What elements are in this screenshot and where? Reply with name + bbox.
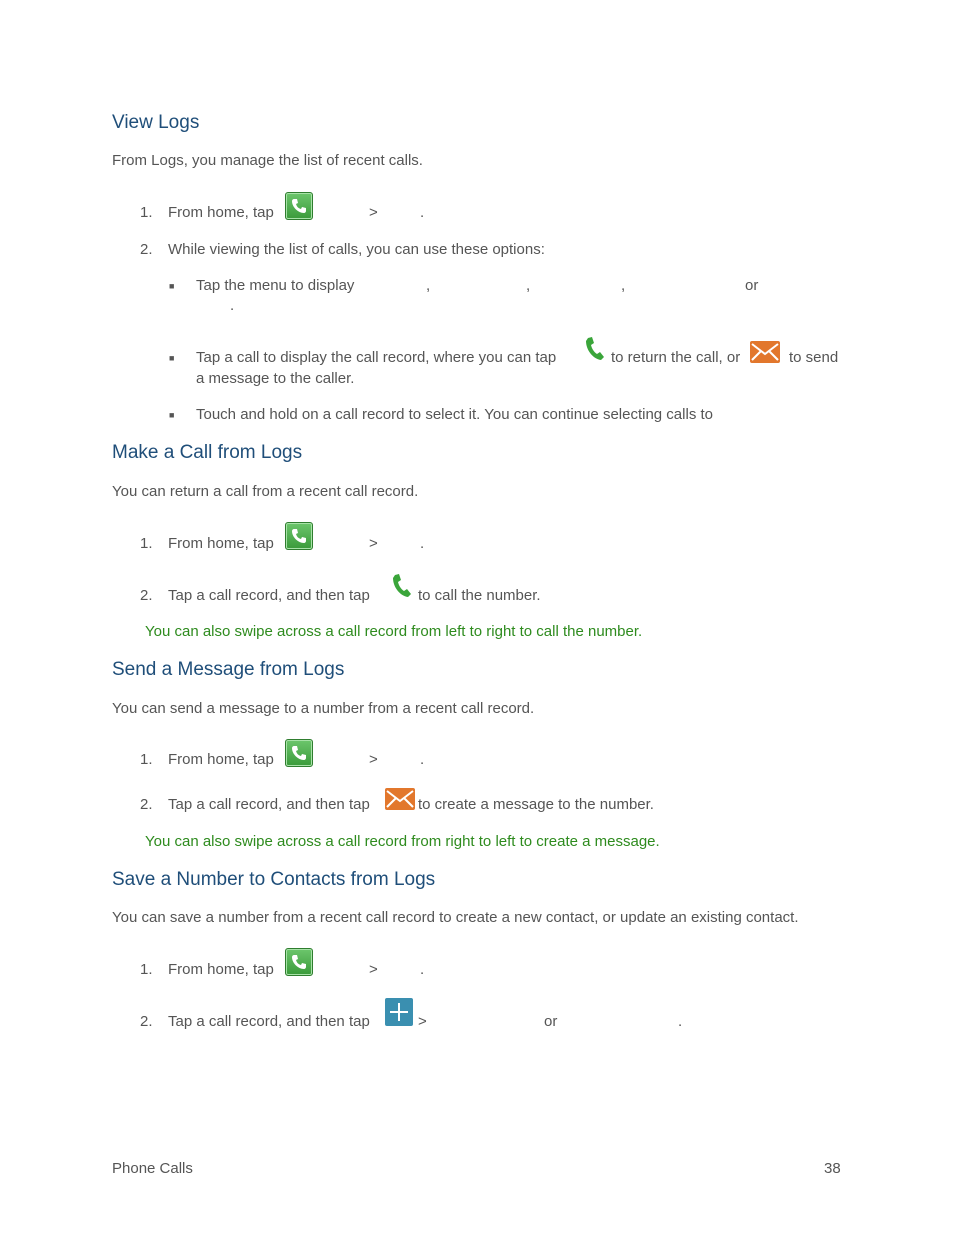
step-text: From home, tap <box>168 751 274 768</box>
bullet-text: to send <box>789 349 839 366</box>
heading-view-logs: View Logs <box>112 112 200 133</box>
message-icon <box>750 341 780 363</box>
step-text: Tap a call record, and then tap <box>168 1013 370 1030</box>
heading-send-message: Send a Message from Logs <box>112 659 345 680</box>
step-number: 1. <box>140 535 153 552</box>
bullet-marker: ■ <box>169 281 175 291</box>
step-number: 1. <box>140 751 153 768</box>
save-number-intro: You can save a number from a recent call record to create a new contact, or update an existing contact. <box>112 909 799 926</box>
step-number: 2. <box>140 241 153 258</box>
step-end: . <box>678 1013 683 1030</box>
phone-app-icon <box>285 739 313 767</box>
phone-app-icon <box>285 192 313 220</box>
step-separator: > <box>369 751 378 768</box>
step-end: . <box>420 751 425 768</box>
bullet-comma: , <box>426 277 431 294</box>
step-text: Tap a call record, and then tap <box>168 587 370 604</box>
step-text: Tap a call record, and then tap <box>168 796 370 813</box>
phone-app-icon <box>285 522 313 550</box>
bullet-end: . <box>230 297 235 314</box>
footer-section-title: Phone Calls <box>112 1160 193 1177</box>
call-icon <box>583 336 605 362</box>
step-number: 1. <box>140 204 153 221</box>
step-number: 2. <box>140 1013 153 1030</box>
bullet-text: Touch and hold on a call record to select it. You can continue selecting calls to <box>196 406 713 423</box>
bullet-text: to return the call, or <box>611 349 741 366</box>
step-separator: > <box>418 1013 427 1030</box>
bullet-text: Tap the menu to display <box>196 277 355 294</box>
tip-note: You can also swipe across a call record from left to right to call the number. <box>145 623 643 640</box>
step-separator: > <box>369 961 378 978</box>
step-end: . <box>420 961 425 978</box>
step-or: or <box>544 1013 558 1030</box>
step-separator: > <box>369 535 378 552</box>
bullet-text: a message to the caller. <box>196 370 355 387</box>
make-call-intro: You can return a call from a recent call record. <box>112 483 419 500</box>
step-text: While viewing the list of calls, you can use these options: <box>168 241 545 258</box>
bullet-comma: , <box>526 277 531 294</box>
footer-page-number: 38 <box>824 1160 841 1177</box>
step-separator: > <box>369 204 378 221</box>
bullet-comma: , <box>621 277 626 294</box>
tip-note: You can also swipe across a call record from right to left to create a message. <box>145 833 660 850</box>
step-text: From home, tap <box>168 961 274 978</box>
send-message-intro: You can send a message to a number from a recent call record. <box>112 700 535 717</box>
step-number: 1. <box>140 961 153 978</box>
step-text: to call the number. <box>418 587 541 604</box>
view-logs-intro: From Logs, you manage the list of recent calls. <box>112 152 423 169</box>
bullet-text: Tap a call to display the call record, where you can tap <box>196 349 557 366</box>
step-text: From home, tap <box>168 535 274 552</box>
step-text: to create a message to the number. <box>418 796 654 813</box>
step-end: . <box>420 535 425 552</box>
step-number: 2. <box>140 796 153 813</box>
message-icon <box>385 788 415 810</box>
call-icon <box>390 573 412 599</box>
phone-app-icon <box>285 948 313 976</box>
bullet-marker: ■ <box>169 410 175 420</box>
step-end: . <box>420 204 425 221</box>
bullet-or: or <box>745 277 759 294</box>
step-number: 2. <box>140 587 153 604</box>
add-icon <box>385 998 413 1026</box>
heading-save-number: Save a Number to Contacts from Logs <box>112 869 436 890</box>
bullet-marker: ■ <box>169 353 175 363</box>
step-text: From home, tap <box>168 204 274 221</box>
heading-make-call: Make a Call from Logs <box>112 442 303 463</box>
